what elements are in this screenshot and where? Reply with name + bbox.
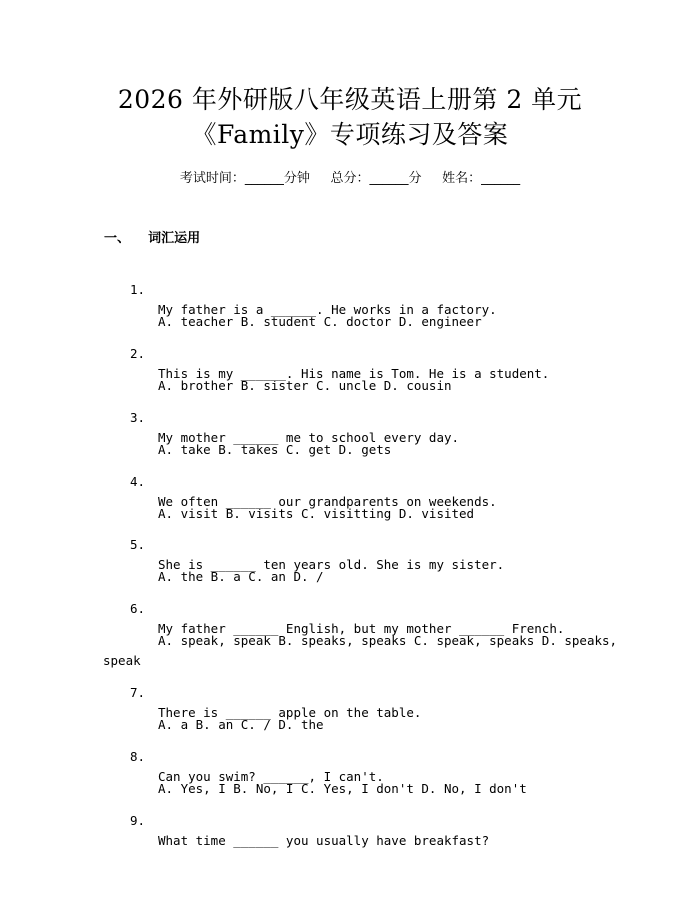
question-number: 1. [130,282,146,297]
answer-options: A. Yes, I B. No, I C. Yes, I don't D. No, I don't [158,781,527,796]
question-number: 6. [130,601,146,616]
exam-meta-line: 考试时间：______分钟 总分：______分 姓名：______ [179,171,521,186]
question-number: 5. [130,537,146,552]
answer-options: A. visit B. visits C. visitting D. visited [158,506,475,521]
question-text: My father is a ______. He works in a factory. [158,302,497,317]
answer-options: A. take B. takes C. get D. gets [158,442,392,457]
page-title-line-1: 2026 年外研版八年级英语上册第 2 单元 [117,85,583,114]
question-number: 4. [130,474,146,489]
question-number: 9. [130,813,146,828]
question-text: There is ______ apple on the table. [158,705,422,720]
question-number: 7. [130,685,146,700]
page-title-line-2: 《Family》专项练习及答案 [191,120,509,149]
answer-options: A. brother B. sister C. uncle D. cousin [158,378,452,393]
question-number: 8. [130,749,146,764]
question-text: My mother ______ me to school every day. [158,430,460,445]
question-number: 2. [130,346,146,361]
question-number: 3. [130,410,146,425]
answer-options: A. the B. a C. an D. / [158,569,324,584]
answer-options: A. teacher B. student C. doctor D. engineer [158,314,482,329]
answer-options-wrap: speak [103,653,141,668]
question-text: What time ______ you usually have breakfast? [158,833,490,848]
question-text: We often ______ our grandparents on weekends. [158,494,497,509]
question-text: She is ______ ten years old. She is my sister. [158,557,505,572]
question-text: My father ______ English, but my mother ______ French. [158,621,565,636]
answer-options: A. speak, speak B. speaks, speaks C. speak, speaks D. speaks, [158,633,618,648]
question-9 [0,791,700,871]
question-text: Can you swim? ______, I can't. [158,769,384,784]
answer-options: A. a B. an C. / D. the [158,717,324,732]
question-text: This is my ______. His name is Tom. He is a student. [158,366,550,381]
section-heading-vocabulary: 一、 词汇运用 [104,231,201,246]
